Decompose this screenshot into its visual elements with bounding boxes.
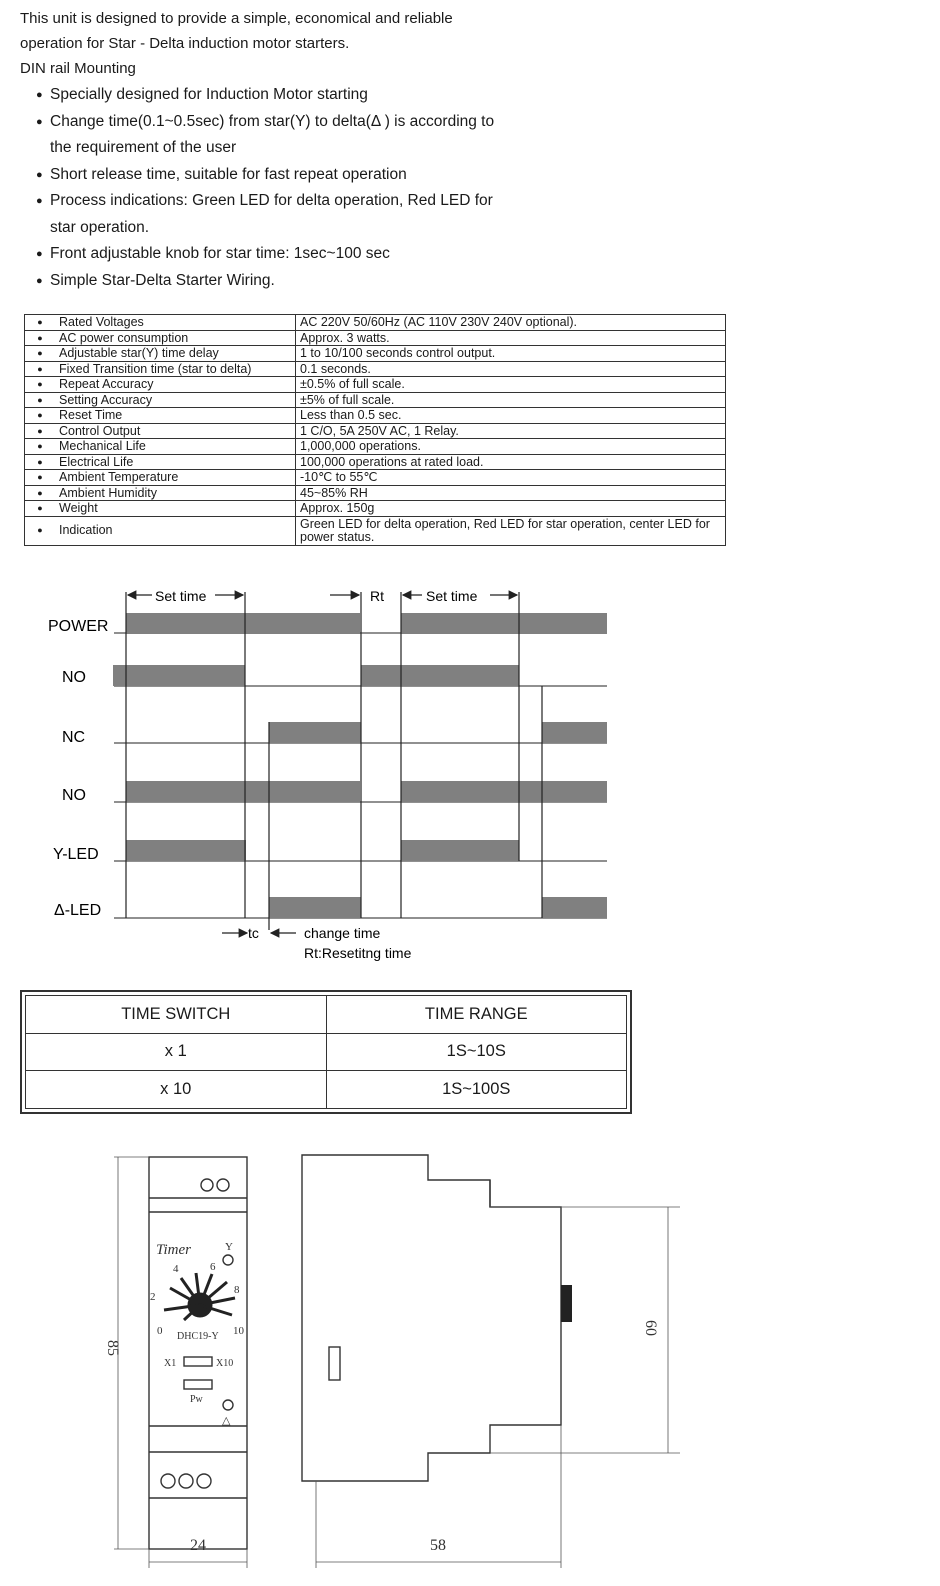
spec-name: Ambient Humidity [55, 485, 296, 501]
bullet-icon: ● [25, 361, 56, 377]
dial-label: 4 [173, 1263, 179, 1275]
spec-name: Adjustable star(Y) time delay [55, 346, 296, 362]
x1-label: X1 [164, 1358, 177, 1369]
spec-value: Green LED for delta operation, Red LED for star operation, center LED for power status. [296, 516, 726, 545]
spec-value: Less than 0.5 sec. [296, 408, 726, 424]
table-row [25, 501, 726, 517]
spec-table [24, 314, 726, 546]
front-view [149, 1157, 247, 1549]
feature-item: ● Simple Star-Delta Starter Wiring. [36, 268, 516, 295]
spec-name: Rated Voltages [55, 315, 296, 331]
bullet-icon: ● [25, 485, 56, 501]
row-label-delta-led: Δ-LED [54, 902, 102, 919]
spec-name: Weight [55, 501, 296, 517]
bullet-icon: ● [25, 330, 56, 346]
feature-item: ● Change time(0.1~0.5sec) from star(Y) to delta(Δ ) is according to the requirement of the user [36, 109, 516, 162]
spec-value: ±0.5% of full scale. [296, 377, 726, 393]
spec-value: 1 to 10/100 seconds control output. [296, 346, 726, 362]
table-row [25, 423, 726, 439]
brand-label: Timer [156, 1242, 192, 1258]
height-dimension: 85 [104, 1340, 121, 1356]
row-label-no: NO [62, 669, 86, 686]
rt-label: Rt [370, 588, 384, 604]
feature-item: ● Specially designed for Induction Motor starting [36, 82, 516, 109]
table-row [26, 996, 627, 1034]
header-time-range: TIME RANGE [326, 996, 627, 1034]
tc-label: tc [248, 925, 259, 941]
feature-list [36, 82, 516, 294]
row-label-y-led: Y-LED [53, 846, 99, 863]
width-dimension: 24 [190, 1537, 206, 1554]
spec-value: Approx. 150g [296, 501, 726, 517]
dial-knob-icon [164, 1273, 235, 1320]
table-row [25, 377, 726, 393]
table-row [25, 330, 726, 346]
dial-label: 8 [234, 1284, 240, 1296]
dial-label: 6 [210, 1261, 216, 1273]
spec-name: Setting Accuracy [55, 392, 296, 408]
table-row [26, 1071, 627, 1109]
x10-label: X10 [216, 1358, 234, 1369]
dimension-lines [114, 1157, 680, 1568]
time-markers [126, 592, 542, 930]
spec-value: 1,000,000 operations. [296, 439, 726, 455]
table-row [25, 346, 726, 362]
feature-item: ● Process indications: Green LED for delta operation, Red LED for star operation. [36, 188, 516, 241]
table-row [25, 470, 726, 486]
bullet-icon: ● [25, 454, 56, 470]
row-label-power: POWER [48, 618, 109, 635]
table-row [25, 439, 726, 455]
spec-name: Ambient Temperature [55, 470, 296, 486]
pw-label: Pw [190, 1394, 203, 1405]
intro-line: operation for Star - Delta induction motor starters. [20, 35, 350, 52]
timing-diagram [40, 580, 620, 970]
spec-value: 1 C/O, 5A 250V AC, 1 Relay. [296, 423, 726, 439]
spec-value: AC 220V 50/60Hz (AC 110V 230V 240V optional). [296, 315, 726, 331]
table-row [25, 392, 726, 408]
time-range-table [20, 990, 632, 1114]
spec-name: Reset Time [55, 408, 296, 424]
header-time-switch: TIME SWITCH [26, 996, 327, 1034]
resetting-time-label: Rt:Resetitng time [304, 945, 412, 961]
delta-indicator-label: △ [222, 1415, 231, 1427]
spec-value: 45~85% RH [296, 485, 726, 501]
bullet-icon: ● [25, 470, 56, 486]
side-knob [561, 1285, 572, 1322]
spec-name: Control Output [55, 423, 296, 439]
depth-dimension: 58 [430, 1537, 446, 1554]
bullet-icon: ● [25, 315, 56, 331]
spec-value: 0.1 seconds. [296, 361, 726, 377]
spec-value: Approx. 3 watts. [296, 330, 726, 346]
intro-line: DIN rail Mounting [20, 60, 136, 77]
dial-label: 2 [150, 1291, 156, 1303]
feature-item: ● Front adjustable knob for star time: 1sec~100 sec [36, 241, 516, 268]
dial-label: 0 [157, 1325, 163, 1337]
range-cell: 1S~100S [326, 1071, 627, 1109]
table-row [25, 408, 726, 424]
table-row [25, 454, 726, 470]
table-row [26, 1033, 627, 1071]
table-row [25, 361, 726, 377]
spec-value: 100,000 operations at rated load. [296, 454, 726, 470]
bullet-icon: ● [25, 501, 56, 517]
spec-name: Electrical Life [55, 454, 296, 470]
table-row [25, 315, 726, 331]
y-indicator-label: Y [225, 1241, 233, 1253]
table-row [25, 516, 726, 545]
bullet-icon: ● [25, 377, 56, 393]
signal-bars [113, 613, 607, 918]
model-label: DHC19-Y [177, 1331, 219, 1342]
dial-label: 10 [233, 1325, 244, 1337]
spec-name: Mechanical Life [55, 439, 296, 455]
spec-name: Indication [55, 516, 296, 545]
set-time-label: Set time [426, 588, 478, 604]
switch-cell: x 1 [26, 1033, 327, 1071]
intro-line: This unit is designed to provide a simple, economical and reliable [20, 10, 453, 27]
set-time-label: Set time [155, 588, 207, 604]
spec-value: -10℃ to 55℃ [296, 470, 726, 486]
intro [20, 6, 453, 81]
spec-name: Repeat Accuracy [55, 377, 296, 393]
spec-name: AC power consumption [55, 330, 296, 346]
bullet-icon: ● [25, 392, 56, 408]
row-label-no: NO [62, 787, 86, 804]
row-label-nc: NC [62, 729, 86, 746]
bullet-icon: ● [25, 423, 56, 439]
side-height-dimension: 60 [642, 1320, 659, 1336]
bullet-icon: ● [25, 346, 56, 362]
bullet-icon: ● [25, 439, 56, 455]
side-view [302, 1155, 561, 1481]
switch-cell: x 10 [26, 1071, 327, 1109]
change-time-label: change time [304, 925, 381, 941]
feature-item: ● Short release time, suitable for fast repeat operation [36, 162, 516, 189]
bullet-icon: ● [25, 408, 56, 424]
spec-name: Fixed Transition time (star to delta) [55, 361, 296, 377]
range-cell: 1S~10S [326, 1033, 627, 1071]
spec-value: ±5% of full scale. [296, 392, 726, 408]
table-row [25, 485, 726, 501]
bullet-icon: ● [25, 516, 56, 545]
dimension-drawing [80, 1140, 700, 1570]
